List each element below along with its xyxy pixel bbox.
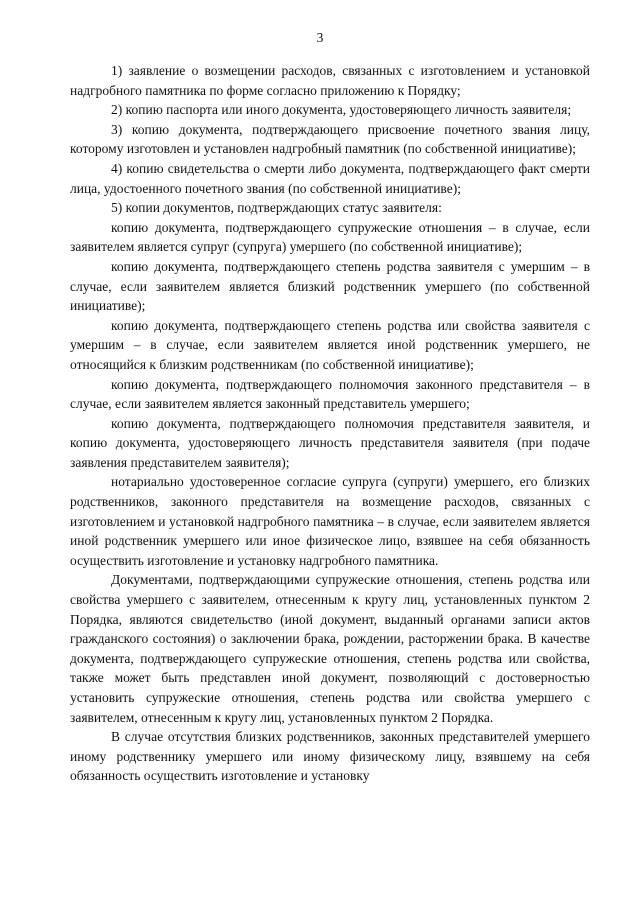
paragraph-spouse-proof: копию документа, подтверждающего супружеские отношения – в случае, если заявителем является супруг (супруга) умершего (по собственной инициативе);	[70, 219, 590, 255]
paragraph-other-relative-proof: копию документа, подтверждающего степень родства или свойства заявителя с умершим – в случае, если заявителем является иной родственник умершего, не относящийся к близким родственникам (по собственной инициативе);	[70, 317, 590, 372]
paragraph-applicant-representative-proof: копию документа, подтверждающего полномочия представителя заявителя, и копию документа, удостоверяющего личность представителя заявителя (при подаче заявления представителем заявителя);	[70, 415, 590, 470]
paragraph-supporting-documents: Документами, подтверждающими супружеские отношения, степень родства или свойства умершего с заявителем, отнесенным к кругу лиц, установленных пунктом 2 Порядка, являются свидетельство (иной документ, выданный органами записи актов гражданского состояния) о заключении брака, рождении, расторжении брака. В качестве документа, подтверждающего супружеские отношения, степень родства или свойства, также может быть представлен иной документ, позволяющий с достоверностью установить супружеские отношения, степень родства или свойства умершего с заявителем, отнесенным к кругу лиц, установленных пунктом 2 Порядка.	[70, 572, 590, 725]
paragraph-close-relative-proof: копию документа, подтверждающего степень родства заявителя с умершим – в случае, если заявителем является близкий родственник умершего (по собственной инициативе);	[70, 258, 590, 314]
paragraph-notarized-consent: нотариально удостоверенное согласие супруга (супруги) умершего, его близких родственников, законного представителя на возмещение расходов, связанных с изготовлением и установкой надгробного памятника – в случае, если заявителем является иной родственник умершего или иное физическое лицо, взявшее на себя обязанность осуществить изготовление и установку надгробного памятника.	[70, 474, 590, 568]
paragraph-item-3: 3) копию документа, подтверждающего присвоение почетного звания лицу, которому изготовлен и установлен надгробный памятник (по собственной инициативе);	[70, 121, 590, 157]
document-body	[70, 61, 590, 786]
paragraph-absence-of-relatives: В случае отсутствия близких родственников, законных представителей умершего иному родственнику умершего или иному физическому лицу, взявшему на себя обязанность осуществить изготовление и установку	[70, 729, 590, 784]
paragraph-legal-representative-proof: копию документа, подтверждающего полномочия законного представителя – в случае, если заявителем является законный представитель умершего;	[70, 376, 590, 412]
paragraph-item-1: 1) заявление о возмещении расходов, связанных с изготовлением и установкой надгробного памятника по форме согласно приложению к Порядку;	[70, 63, 590, 98]
paragraph-item-2: 2) копию паспорта или иного документа, удостоверяющего личность заявителя;	[111, 102, 572, 118]
paragraph-item-5: 5) копии документов, подтверждающих статус заявителя:	[111, 200, 442, 216]
page-number: 3	[316, 30, 324, 45]
paragraph-item-4: 4) копию свидетельства о смерти либо документа, подтверждающего факт смерти лица, удостоенного почетного звания (по собственной инициативе);	[70, 160, 590, 196]
